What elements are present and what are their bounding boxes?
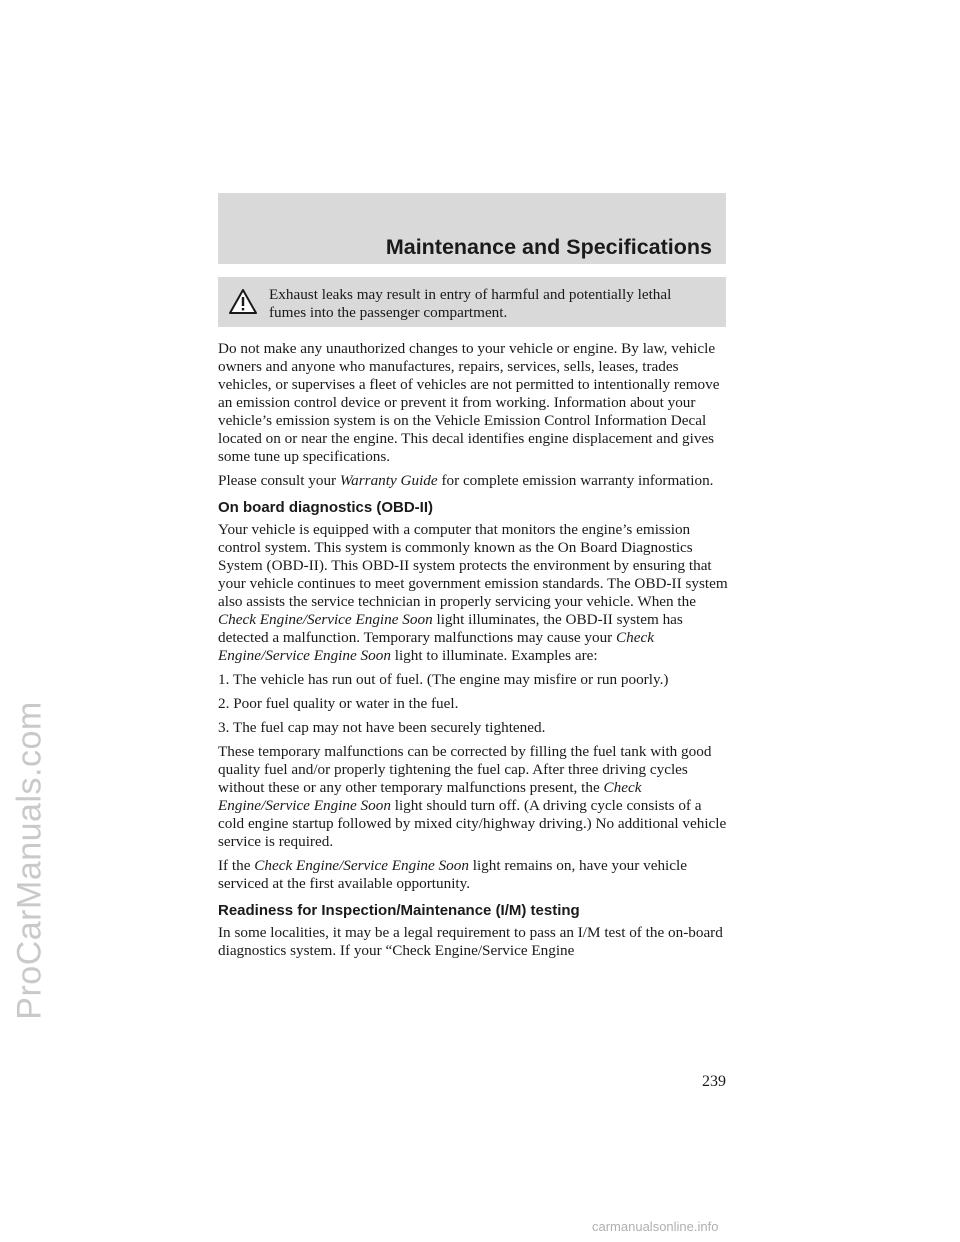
heading-readiness: Readiness for Inspection/Maintenance (I/M) testing [218, 902, 580, 919]
check-engine-term: Check Engine/Service Engine Soon [218, 611, 433, 628]
footer-watermark: carmanualsonline.info [592, 1219, 719, 1234]
check-engine-term: Check Engine/Service Engine Soon [218, 779, 642, 814]
warning-box [218, 277, 726, 327]
check-engine-term: Check Engine/Service Engine Soon [254, 857, 469, 874]
text-run: light remains on, have your vehicle serviced at the first available opportunity. [218, 857, 687, 892]
list-item: 1. The vehicle has run out of fuel. (The engine may misfire or run poorly.) [218, 671, 669, 688]
list-item: 2. Poor fuel quality or water in the fuel. [218, 695, 459, 712]
main-content [218, 340, 730, 966]
page-number: 239 [702, 1073, 726, 1090]
paragraph-emission-law: Do not make any unauthorized changes to your vehicle or engine. By law, vehicle owners and anyone who manufactures, repairs, services, sells, leases, trades vehicles, or supervises a fleet of vehicles are not permitted to intentionally remove an emission control device or prevent it from working. Information about your vehicle’s emission system is on the Vehicle Emission Control Information Decal located on or near the engine. This decal identifies engine displacement and gives some tune up specifications. [218, 340, 720, 465]
paragraph-obd [218, 521, 730, 665]
list-item: 3. The fuel cap may not have been securely tightened. [218, 719, 546, 736]
text-run: light to illuminate. Examples are: [390, 647, 598, 664]
warning-triangle-icon [228, 288, 258, 315]
side-watermark-text: ProCarManuals.com [10, 700, 49, 1020]
paragraph-light-remains-on [218, 857, 730, 893]
text-run: If the [218, 857, 255, 874]
text-run: light illuminates, the OBD-II system has detected a malfunction. Temporary malfunctions may cause your [218, 611, 683, 646]
heading-obd: On board diagnostics (OBD-II) [218, 499, 434, 516]
text-run: These temporary malfunctions can be corrected by filling the fuel tank with good quality fuel and/or properly tightening the fuel cap. After three driving cycles without these or any other temporary malfunctions present, the [218, 743, 712, 796]
side-watermark [6, 510, 54, 1210]
section-title: Maintenance and Specifications [385, 235, 712, 259]
text-run: Your vehicle is equipped with a computer that monitors the engine’s emission control system. This system is commonly known as the On Board Diagnostics System (OBD-II). This OBD-II system protects the environment by ensuring that your vehicle continues to meet government emission standards. The OBD-II system also assists the service technician in properly servicing your vehicle. When the [218, 521, 728, 610]
paragraph-warranty [218, 472, 730, 490]
paragraph-temporary-malfunctions [218, 743, 730, 851]
text-run: light should turn off. (A driving cycle consists of a cold engine startup followed by mixed city/highway driving.) No additional vehicle service is required. [218, 797, 727, 850]
check-engine-term: Check Engine/Service Engine Soon [218, 629, 654, 664]
text-run: Please consult your [218, 472, 340, 489]
section-header [218, 193, 726, 264]
warning-text: Exhaust leaks may result in entry of harmful and potentially lethal fumes into the passenger compartment. [269, 286, 672, 321]
text-run: for complete emission warranty information. [437, 472, 714, 489]
warranty-guide-title: Warranty Guide [339, 472, 438, 489]
paragraph-im-test: In some localities, it may be a legal requirement to pass an I/M test of the on-board diagnostics system. If your “Check Engine/Service Engine [218, 924, 723, 959]
